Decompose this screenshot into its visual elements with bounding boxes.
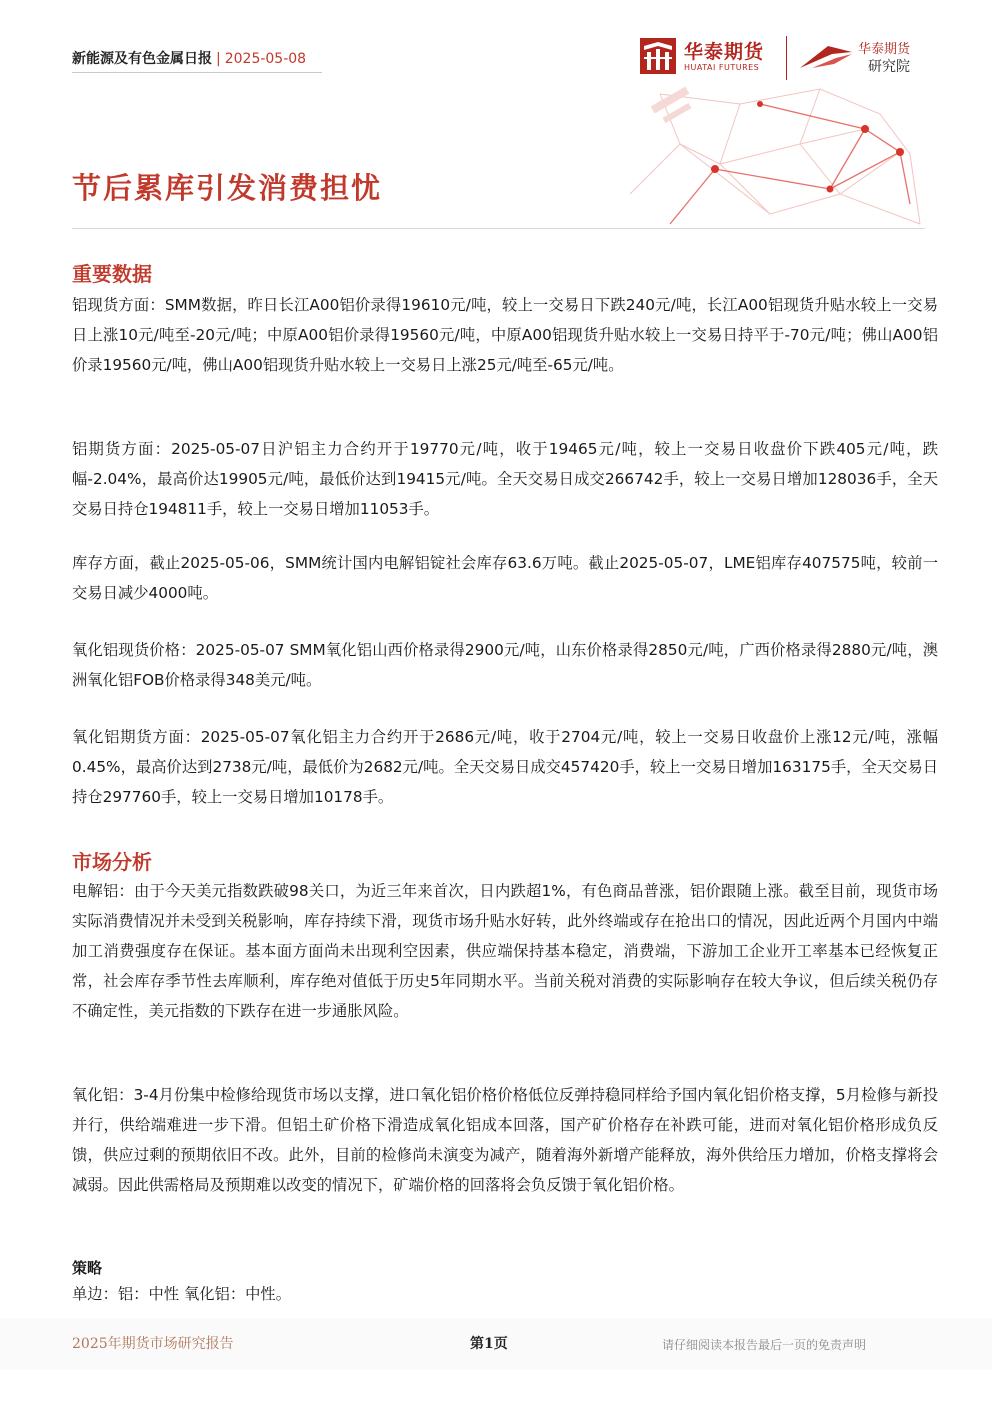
paragraph-alumina-futures: 氧化铝期货方面：2025-05-07氧化铝主力合约开于2686元/吨，收于2704元/吨，较上一交易日收盘价上涨12元/吨，涨幅0.45%，最高价达到2738元/吨，最低价为2682元/吨。全天交易日成交457420手，较上一交易日增加163175手，全天交易日持仓297760手，较上一交易日增加10178手。	[72, 728, 938, 806]
strategy-heading: 策略	[72, 1259, 103, 1277]
report-date: 2025-05-08	[224, 51, 307, 67]
header-separator: |	[216, 51, 221, 67]
logo-company-en: HUATAI FUTURES	[684, 63, 760, 72]
institute-name-line1: 华泰期货	[858, 42, 911, 57]
paragraph-aluminum-spot: 铝现货方面：SMM数据，昨日长江A00铝价录得19610元/吨，较上一交易日下跌240元/吨，长江A00铝现货升贴水较上一交易日上涨10元/吨至-20元/吨；中原A00铝价录得19560元/吨，中原A00铝现货升贴水较上一交易日持平于-70元/吨；佛山A00铝价录19560元/吨，佛山A00铝现货升贴水较上一交易日上涨25元/吨至-65元/吨。	[72, 296, 938, 374]
company-logo	[640, 34, 930, 82]
report-name: 新能源及有色金属日报	[72, 51, 212, 67]
section-heading-key-data: 重要数据	[72, 262, 152, 286]
logo-company-cn: 华泰期货	[684, 41, 765, 63]
paragraph-inventory: 库存方面，截止2025-05-06，SMM统计国内电解铝锭社会库存63.6万吨。截止2025-05-07，LME铝库存407575吨，较前一交易日减少4000吨。	[72, 554, 938, 602]
strategy-text: 单边：铝：中性 氧化铝：中性。	[72, 1285, 292, 1303]
huatai-logo-icon	[640, 38, 676, 74]
footer-report-label: 2025年期货市场研究报告	[72, 1336, 234, 1352]
section-heading-market-analysis: 市场分析	[72, 850, 152, 874]
institute-logo-icon	[798, 42, 854, 72]
institute-name-line2: 研究院	[868, 59, 910, 75]
paragraph-alumina-analysis: 氧化铝：3-4月份集中检修给现货市场以支撑，进口氧化铝价格价格低位反弹持稳同样给予国内氧化铝价格支撑，5月检修与新投并行，供给端难进一步下滑。但铝土矿价格下滑造成氧化铝成本回落，国产矿价格存在补跌可能，进而对氧化铝价格形成负反馈，供应过剩的预期依旧不改。此外，目前的检修尚未演变为减产，随着海外新增产能释放，海外供给压力增加，价格支撑将会减弱。因此供需格局及预期难以改变的情况下，矿端价格的回落将会负反馈于氧化铝价格。	[72, 1086, 938, 1194]
paragraph-electrolytic-aluminum: 电解铝：由于今天美元指数跌破98关口，为近三年来首次，日内跌超1%，有色商品普涨，铝价跟随上涨。截至目前，现货市场实际消费情况并未受到关税影响，库存持续下滑，现货市场升贴水好转，此外终端或存在抢出口的情况，因此近两个月国内中端加工消费强度存在保证。基本面方面尚未出现利空因素，供应端保持基本稳定，消费端，下游加工企业开工率基本已经恢复正常，社会库存季节性去库顺利，库存绝对值低于历史5年同期水平。当前关税对消费的实际影响存在较大争议，但后续关税仍存不确定性，美元指数的下跌存在进一步通胀风险。	[72, 882, 938, 1020]
report-header	[72, 48, 306, 68]
logo-divider	[786, 36, 787, 80]
footer-page-number: 第1页	[470, 1336, 508, 1352]
footer-disclaimer: 请仔细阅读本报告最后一页的免责声明	[662, 1338, 867, 1352]
title-rule	[72, 228, 925, 229]
report-title: 节后累库引发消费担忧	[72, 171, 383, 205]
paragraph-alumina-spot: 氧化铝现货价格：2025-05-07 SMM氧化铝山西价格录得2900元/吨，山东价格录得2850元/吨，广西价格录得2880元/吨，澳洲氧化铝FOB价格录得348美元/吨。	[72, 641, 938, 689]
network-decoration-graphic	[620, 84, 925, 230]
header-rule	[72, 72, 322, 73]
paragraph-aluminum-futures: 铝期货方面：2025-05-07日沪铝主力合约开于19770元/吨，收于19465元/吨，较上一交易日收盘价下跌405元/吨，跌幅-2.04%，最高价达19905元/吨，最低价达到19415元/吨。全天交易日成交266742手，较上一交易日增加128036手，全天交易日持仓194811手，较上一交易日增加11053手。	[72, 440, 938, 518]
